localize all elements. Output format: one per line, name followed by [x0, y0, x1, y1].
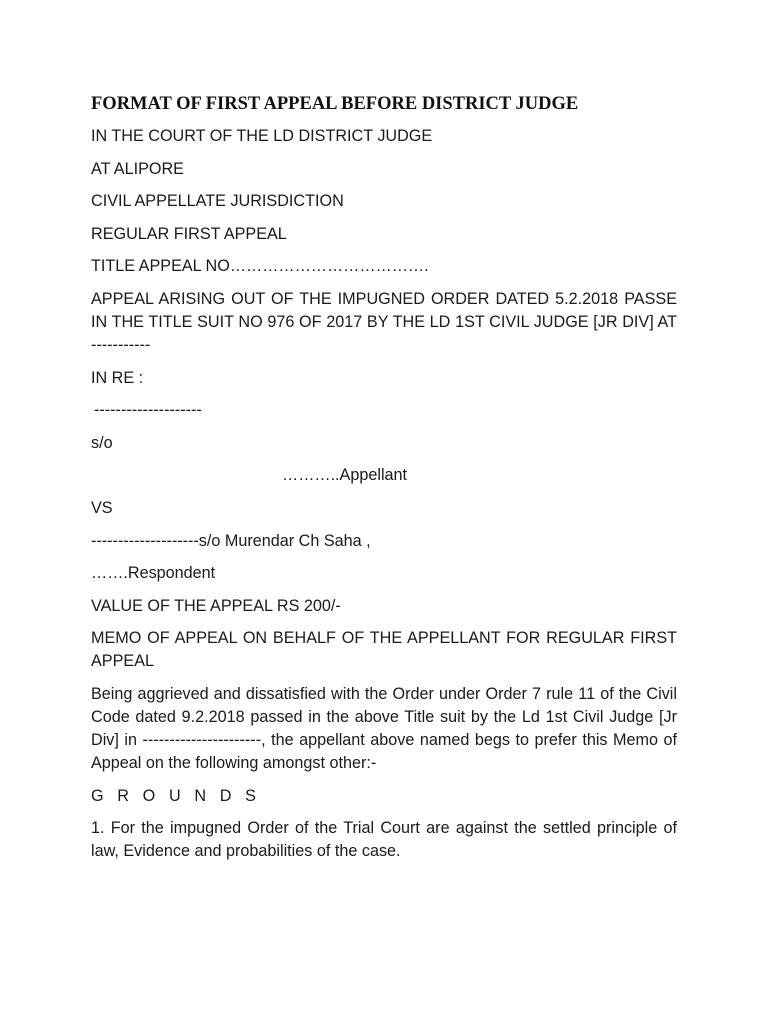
grounds-heading: G R O U N D S: [91, 786, 261, 805]
in-re-line: IN RE :: [91, 368, 144, 387]
appellant-name-blank: --------------------: [94, 401, 202, 420]
respondent-label: …….Respondent: [91, 564, 216, 583]
appeal-body-paragraph: Being aggrieved and dissatisfied with the Order under Order 7 rule 11 of the Civil Code dated 9.2.2018 passed in the above Title suit by the Ld 1st Civil Judge [Jr Div] in ----------------------, the appellant above named begs to prefer this Memo of Appeal on the following amongst other:-: [91, 684, 677, 772]
respondent-line: --------------------s/o Murendar Ch Saha ,: [91, 531, 371, 550]
location-line: AT ALIPORE: [91, 159, 184, 178]
title-appeal-number: TITLE APPEAL NO……………………………….: [91, 257, 429, 276]
appellant-son-of: s/o: [91, 433, 113, 452]
document-title: FORMAT OF FIRST APPEAL BEFORE DISTRICT JUDGE: [91, 94, 579, 114]
court-line: IN THE COURT OF THE LD DISTRICT JUDGE: [91, 127, 433, 145]
appeal-type-line: REGULAR FIRST APPEAL: [91, 224, 287, 243]
appeal-value-line: VALUE OF THE APPEAL RS 200/-: [91, 596, 341, 615]
appeal-origin-paragraph: APPEAL ARISING OUT OF THE IMPUGNED ORDER DATED 5.2.2018 PASSE IN THE TITLE SUIT NO 976 OF 2017 BY THE LD 1ST CIVIL JUDGE [JR DIV] AT -----------: [91, 289, 677, 354]
ground-item-1: 1. For the impugned Order of the Trial Court are against the settled principle of law, Evidence and probabilities of the case.: [91, 819, 677, 861]
memo-of-appeal-heading: MEMO OF APPEAL ON BEHALF OF THE APPELLANT FOR REGULAR FIRST APPEAL: [91, 629, 677, 671]
appellant-label: ………..Appellant: [282, 466, 408, 485]
jurisdiction-line: CIVIL APPELLATE JURISDICTION: [91, 192, 344, 211]
versus-line: VS: [91, 498, 113, 517]
document-content: [91, 92, 677, 873]
